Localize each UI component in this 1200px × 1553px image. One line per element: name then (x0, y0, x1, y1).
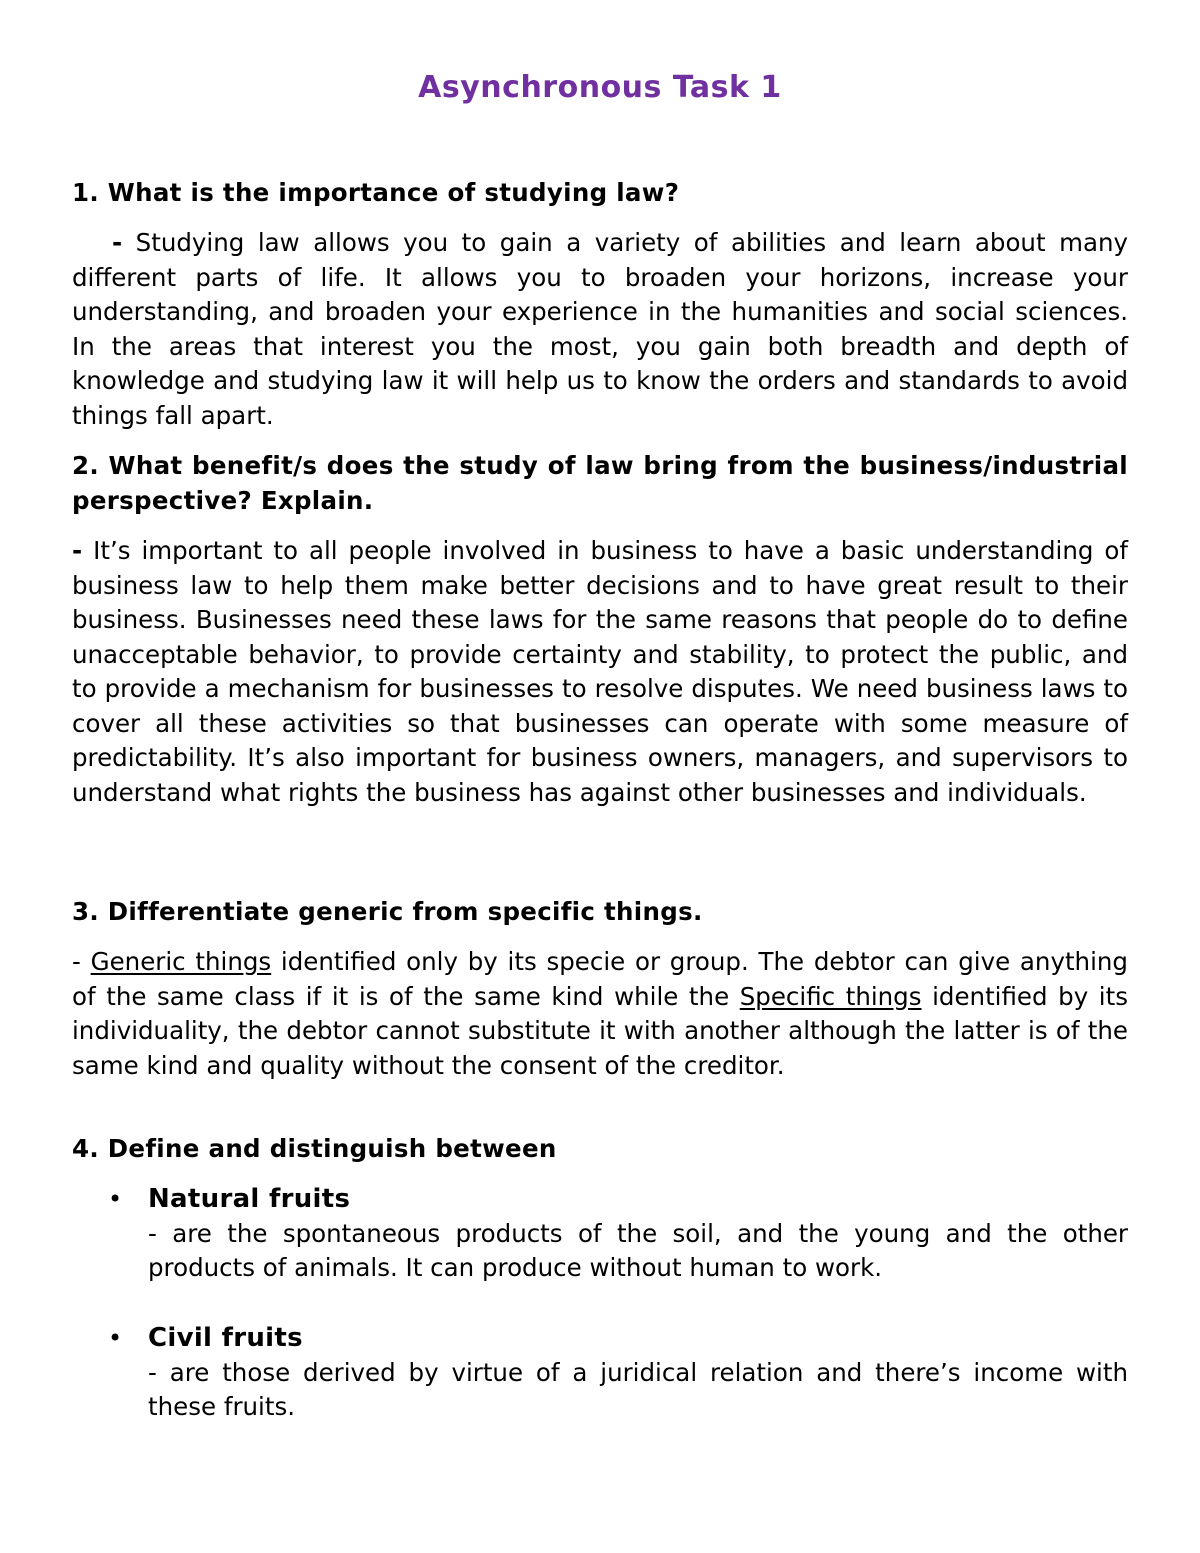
answer-2-text: It’s important to all people involved in business to have a basic understanding of business law to help them make better decisions and to have great result to their business. Businesses need these laws for the same reasons that people do to define unacceptable behavior, to provide certainty and stability, to protect the public, and to provide a mechanism for businesses to resolve disputes. We need business laws to cover all these activities so that businesses can operate with some measure of predictability. It’s also important for business owners, managers, and supervisors to understand what rights the business has against other businesses and individuals. (72, 536, 1128, 807)
answer-1 (72, 226, 1128, 433)
answer-3-rest: identified by its individuality, the debtor cannot substitute it with another although the latter is of the same kind and quality without the consent of the creditor. (72, 981, 1128, 1080)
question-1: 1. What is the importance of studying law? (72, 178, 680, 207)
answer-3-middle: identified only by its specie or group. The debtor can give anything of the same class if it is of the same kind while the (72, 947, 1128, 1011)
specific-things-term: Specific things (739, 981, 922, 1011)
civil-fruits-text: - are those derived by virtue of a juridical relation and there’s income with these fruits. (148, 1357, 1128, 1421)
answer-3-prefix: - (72, 947, 91, 976)
bullet-icon: • (108, 1185, 123, 1213)
natural-fruits-text: - are the spontaneous products of the soil, and the young and the other products of animals. It can produce without human to work. (148, 1218, 1128, 1282)
natural-fruits-heading: Natural fruits (148, 1184, 351, 1214)
page-title: Asynchronous Task 1 (418, 70, 782, 105)
question-4: 4. Define and distinguish between (72, 1134, 557, 1163)
answer-3 (72, 945, 1128, 1083)
generic-things-term: Generic things (90, 947, 272, 976)
list-item-natural-fruits (108, 1182, 1128, 1286)
bullet-icon: • (108, 1324, 123, 1352)
civil-fruits-heading: Civil fruits (148, 1323, 303, 1353)
answer-1-text: Studying law allows you to gain a variety of abilities and learn about many different parts of life. It allows you to broaden your horizons, increase your understanding, and broaden your experience in the humanities and social sciences. In the areas that interest you the most, you gain both breadth and depth of knowledge and studying law it will help us to know the orders and standards to avoid things fall apart. (72, 228, 1128, 430)
answer-2-dash: - (72, 536, 83, 565)
question-3: 3. Differentiate generic from specific things. (72, 897, 703, 926)
question-2: 2. What benefit/s does the study of law bring from the business/industrial perspective? Explain. (72, 451, 1128, 515)
answer-1-dash: - (112, 228, 123, 257)
list-item-civil-fruits (108, 1321, 1128, 1425)
answer-2 (72, 534, 1128, 810)
